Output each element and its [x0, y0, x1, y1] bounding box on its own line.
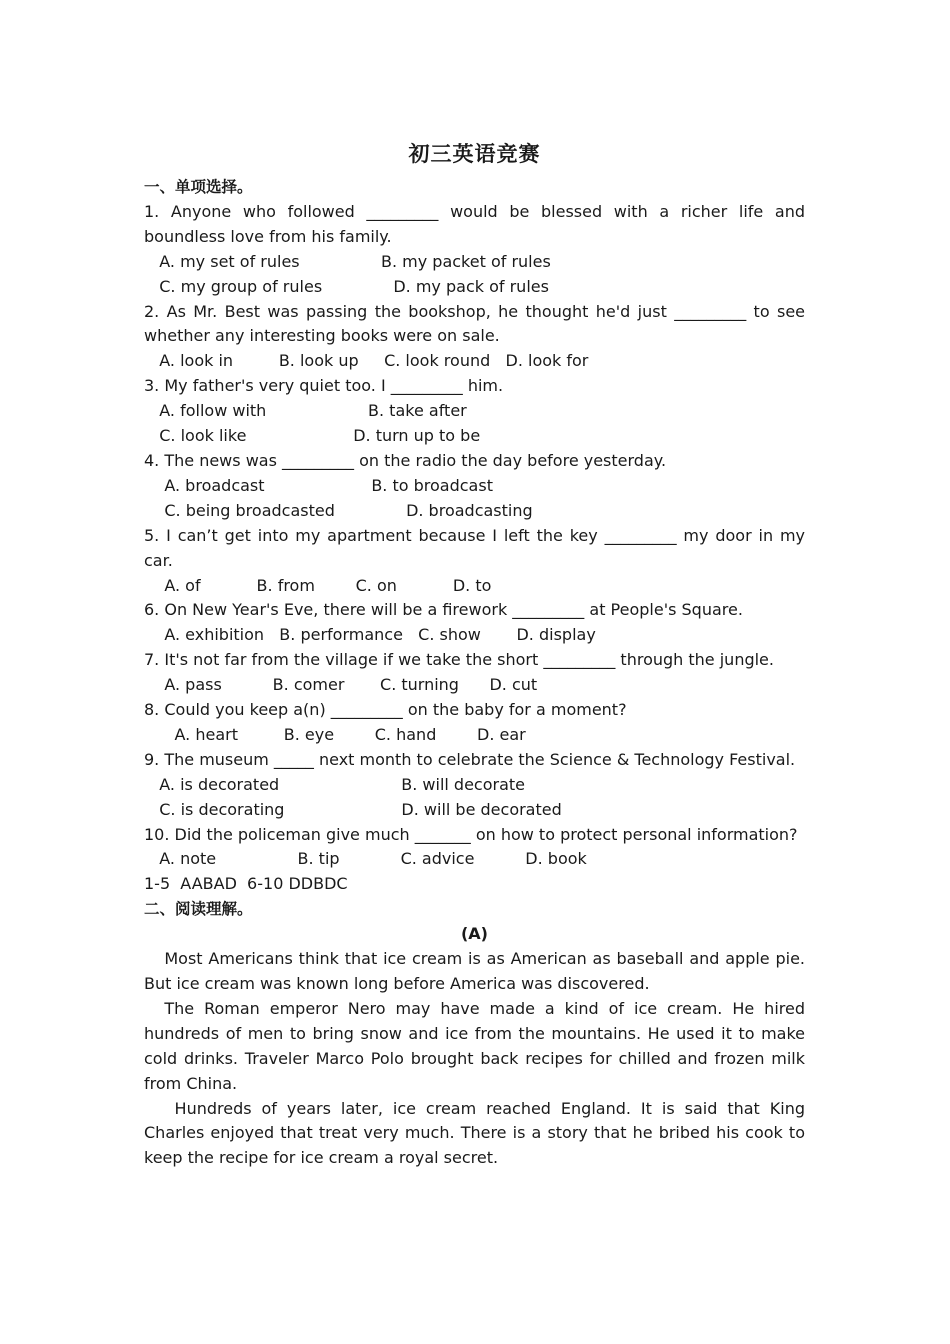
- question-text: 1. Anyone who followed _________ would be blessed with a richer life and boundless love from his family.: [144, 201, 805, 246]
- question-text: 4. The news was _________ on the radio the day before yesterday.: [144, 450, 667, 470]
- question-text: 5. I can’t get into my apartment because I left the key _________ my door in my car.: [144, 525, 805, 570]
- question-block: [144, 300, 805, 375]
- question-options: A. look in B. look up C. look round D. look for: [144, 351, 589, 371]
- question-text: 2. As Mr. Best was passing the bookshop, he thought he'd just _________ to see whether any interesting books were on sale.: [144, 301, 805, 346]
- question-options: A. of B. from C. on D. to: [144, 575, 492, 595]
- question-block: [144, 823, 805, 873]
- question-block: [144, 748, 805, 823]
- question-options: A. is decorated B. will decorate: [144, 774, 526, 794]
- passage-paragraph: Hundreds of years later, ice cream reached England. It is said that King Charles enjoyed that treat very much. There is a story that he bribed his cook to keep the recipe for ice cream a royal secret.: [144, 1098, 805, 1168]
- question-options: A. heart B. eye C. hand D. ear: [144, 724, 526, 744]
- question-options: A. note B. tip C. advice D. book: [144, 849, 587, 869]
- question-block: [144, 374, 805, 449]
- question-options: A. follow with B. take after: [144, 401, 467, 421]
- question-options: A. exhibition B. performance C. show D. display: [144, 625, 596, 645]
- question-options: C. being broadcasted D. broadcasting: [144, 500, 533, 520]
- question-text: 9. The museum _____ next month to celebrate the Science & Technology Festival.: [144, 749, 796, 769]
- document-content: [144, 175, 805, 1171]
- page-title: 初三英语竞赛: [408, 142, 541, 166]
- question-options: C. look like D. turn up to be: [144, 426, 481, 446]
- question-block: [144, 698, 805, 748]
- passage-paragraph: The Roman emperor Nero may have made a kind of ice cream. He hired hundreds of men to bring snow and ice from the mountains. He used it to make cold drinks. Traveler Marco Polo brought back recipes for chilled and frozen milk from China.: [144, 998, 805, 1093]
- question-text: 8. Could you keep a(n) _________ on the baby for a moment?: [144, 700, 627, 720]
- section-heading-reading: 二、阅读理解。: [144, 900, 253, 919]
- question-options: C. is decorating D. will be decorated: [144, 799, 562, 819]
- answer-key: 1-5 AABAD 6-10 DDBDC: [144, 874, 348, 894]
- question-text: 3. My father's very quiet too. I _________ him.: [144, 376, 504, 396]
- question-options: A. pass B. comer C. turning D. cut: [144, 675, 538, 695]
- question-text: 10. Did the policeman give much _______ on how to protect personal information?: [144, 824, 798, 844]
- question-block: [144, 449, 805, 524]
- question-text: 6. On New Year's Eve, there will be a firework _________ at People's Square.: [144, 600, 743, 620]
- passage-label: (A): [460, 924, 488, 944]
- question-block: [144, 200, 805, 300]
- question-options: A. broadcast B. to broadcast: [144, 475, 493, 495]
- passage-paragraph: Most Americans think that ice cream is as American as baseball and apple pie. But ice cream was known long before America was discovered.: [144, 949, 805, 993]
- question-text: 7. It's not far from the village if we take the short _________ through the jungle.: [144, 650, 774, 670]
- question-options: A. my set of rules B. my packet of rules: [144, 251, 551, 271]
- question-block: [144, 524, 805, 599]
- question-block: [144, 598, 805, 648]
- question-options: C. my group of rules D. my pack of rules: [144, 276, 549, 296]
- question-block: [144, 648, 805, 698]
- section-heading-multiple-choice: 一、单项选择。: [144, 178, 253, 196]
